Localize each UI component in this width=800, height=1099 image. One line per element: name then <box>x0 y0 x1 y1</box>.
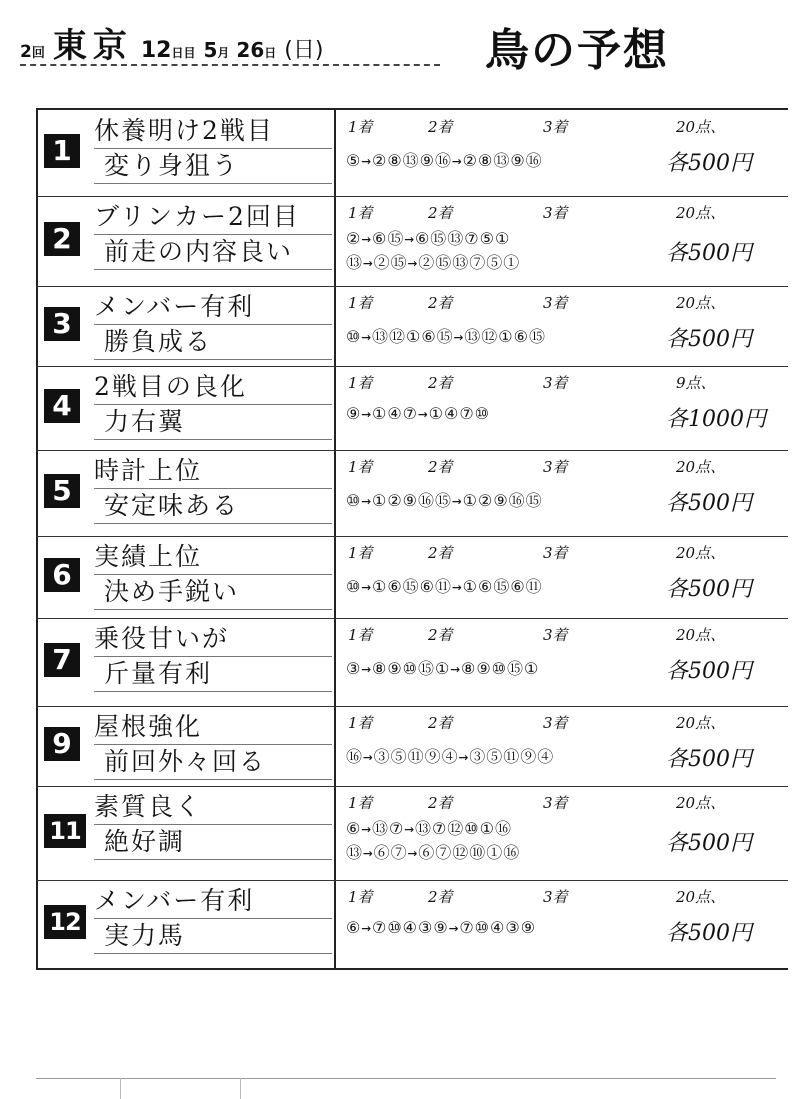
comment-line-2: 実力馬 <box>94 919 332 954</box>
second-place-label: 2着 <box>428 794 453 812</box>
finish-position-headers <box>338 456 786 478</box>
second-place-label: 2着 <box>428 544 453 562</box>
bet-amount: 各500円 <box>666 327 752 352</box>
race-row <box>36 450 788 537</box>
second-place-label: 2着 <box>428 204 453 222</box>
prediction-table <box>36 108 788 970</box>
race-row <box>36 110 788 197</box>
race-comment <box>94 200 332 270</box>
trifecta-combination: ⑬→⑥⑦→⑥⑦⑫⑩①⑯ <box>346 843 521 862</box>
race-number-badge: 9 <box>44 727 80 761</box>
comment-line-1: 実績上位 <box>94 540 332 575</box>
comment-line-2: 変り身狙う <box>94 149 332 184</box>
third-place-label: 3着 <box>543 118 568 136</box>
first-place-label: 1着 <box>348 888 373 906</box>
bet-amount: 各500円 <box>666 151 752 176</box>
trifecta-combination: ③→⑧⑨⑩⑮①→⑧⑨⑩⑮① <box>346 659 540 678</box>
first-place-label: 1着 <box>348 294 373 312</box>
trifecta-combination: ⑨→①④⑦→①④⑦⑩ <box>346 404 491 423</box>
comment-line-2: 絶好調 <box>94 825 332 860</box>
race-day-header <box>20 18 440 66</box>
comment-line-1: メンバー有利 <box>94 884 332 919</box>
race-row <box>36 536 788 619</box>
trifecta-combination: ②→⑥⑮→⑥⑮⑬⑦⑤① <box>346 229 511 248</box>
finish-position-headers <box>338 292 786 314</box>
bet-amount: 各500円 <box>666 831 752 856</box>
comment-line-1: 2戦目の良化 <box>94 370 332 405</box>
second-place-label: 2着 <box>428 374 453 392</box>
third-place-label: 3着 <box>543 626 568 644</box>
comment-line-2: 決め手鋭い <box>94 575 332 610</box>
bet-amount: 各500円 <box>666 577 752 602</box>
comment-line-1: ブリンカー2回目 <box>94 200 332 235</box>
finish-position-headers <box>338 116 786 138</box>
trifecta-combination: ⑬→②⑮→②⑮⑬⑦⑤① <box>346 253 521 272</box>
race-date: 5月 26日 <box>203 38 277 62</box>
race-row <box>36 196 788 287</box>
race-comment <box>94 710 332 780</box>
third-place-label: 3着 <box>543 458 568 476</box>
race-comment <box>94 290 332 360</box>
points-count: 20点、 <box>676 794 726 812</box>
race-number-badge: 1 <box>44 134 80 168</box>
race-number-badge: 2 <box>44 222 80 256</box>
page-edge-mark <box>120 1078 121 1099</box>
finish-position-headers <box>338 886 786 908</box>
points-count: 9点、 <box>676 374 716 392</box>
day-number: 12日目 <box>140 38 196 63</box>
comment-line-1: 休養明け2戦目 <box>94 114 332 149</box>
comment-line-1: 屋根強化 <box>94 710 332 745</box>
second-place-label: 2着 <box>428 458 453 476</box>
race-row <box>36 618 788 707</box>
comment-line-1: 時計上位 <box>94 454 332 489</box>
race-comment <box>94 540 332 610</box>
points-count: 20点、 <box>676 544 726 562</box>
second-place-label: 2着 <box>428 714 453 732</box>
race-row <box>36 880 788 968</box>
second-place-label: 2着 <box>428 294 453 312</box>
third-place-label: 3着 <box>543 888 568 906</box>
comment-line-2: 前回外々回る <box>94 745 332 780</box>
race-number-badge: 3 <box>44 307 80 341</box>
second-place-label: 2着 <box>428 626 453 644</box>
finish-position-headers <box>338 712 786 734</box>
race-number-badge: 5 <box>44 474 80 508</box>
race-number-badge: 4 <box>44 389 80 423</box>
first-place-label: 1着 <box>348 458 373 476</box>
race-number-badge: 12 <box>44 905 86 939</box>
race-number-badge: 11 <box>44 814 86 848</box>
comment-line-2: 力右翼 <box>94 405 332 440</box>
comment-line-2: 前走の内容良い <box>94 235 332 270</box>
trifecta-combination: ⑯→③⑤⑪⑨④→③⑤⑪⑨④ <box>346 747 555 766</box>
first-place-label: 1着 <box>348 118 373 136</box>
comment-line-1: 乗役甘いが <box>94 622 332 657</box>
third-place-label: 3着 <box>543 714 568 732</box>
comment-line-1: メンバー有利 <box>94 290 332 325</box>
bet-amount: 各500円 <box>666 921 752 946</box>
meeting-number: 2回 <box>20 42 45 62</box>
first-place-label: 1着 <box>348 794 373 812</box>
trifecta-combination: ⑤→②⑧⑬⑨⑯→②⑧⑬⑨⑯ <box>346 151 543 170</box>
points-count: 20点、 <box>676 204 726 222</box>
trifecta-combination: ⑩→⑬⑫①⑥⑮→⑬⑫①⑥⑮ <box>346 327 546 346</box>
third-place-label: 3着 <box>543 374 568 392</box>
race-number-badge: 6 <box>44 558 80 592</box>
bet-amount: 各1000円 <box>666 407 766 432</box>
first-place-label: 1着 <box>348 626 373 644</box>
finish-position-headers <box>338 202 786 224</box>
trifecta-combination: ⑩→①②⑨⑯⑮→①②⑨⑯⑮ <box>346 491 543 510</box>
points-count: 20点、 <box>676 626 726 644</box>
second-place-label: 2着 <box>428 118 453 136</box>
race-comment <box>94 622 332 692</box>
points-count: 20点、 <box>676 888 726 906</box>
bet-amount: 各500円 <box>666 747 752 772</box>
race-comment <box>94 370 332 440</box>
points-count: 20点、 <box>676 714 726 732</box>
first-place-label: 1着 <box>348 544 373 562</box>
race-comment <box>94 454 332 524</box>
race-comment <box>94 884 332 954</box>
second-place-label: 2着 <box>428 888 453 906</box>
comment-line-2: 安定味ある <box>94 489 332 524</box>
points-count: 20点、 <box>676 118 726 136</box>
race-comment <box>94 114 332 184</box>
comment-line-2: 勝負成る <box>94 325 332 360</box>
third-place-label: 3着 <box>543 294 568 312</box>
trifecta-combination: ⑥→⑦⑩④③⑨→⑦⑩④③⑨ <box>346 918 537 937</box>
bet-amount: 各500円 <box>666 659 752 684</box>
race-row <box>36 786 788 881</box>
bet-amount: 各500円 <box>666 241 752 266</box>
page-bottom-line <box>36 1078 776 1079</box>
weekday: (日) <box>284 38 324 63</box>
trifecta-combination: ⑥→⑬⑦→⑬⑦⑫⑩①⑯ <box>346 819 512 838</box>
points-count: 20点、 <box>676 294 726 312</box>
bet-amount: 各500円 <box>666 491 752 516</box>
points-count: 20点、 <box>676 458 726 476</box>
venue-name: 東京 <box>52 26 133 66</box>
race-row <box>36 706 788 787</box>
comment-line-1: 素質良く <box>94 790 332 825</box>
finish-position-headers <box>338 624 786 646</box>
race-comment <box>94 790 332 860</box>
race-row <box>36 286 788 367</box>
finish-position-headers <box>338 792 786 814</box>
finish-position-headers <box>338 372 786 394</box>
third-place-label: 3着 <box>543 794 568 812</box>
third-place-label: 3着 <box>543 204 568 222</box>
first-place-label: 1着 <box>348 714 373 732</box>
race-number-badge: 7 <box>44 643 80 677</box>
race-row <box>36 366 788 451</box>
finish-position-headers <box>338 542 786 564</box>
first-place-label: 1着 <box>348 374 373 392</box>
page-edge-mark <box>240 1078 241 1099</box>
first-place-label: 1着 <box>348 204 373 222</box>
third-place-label: 3着 <box>543 544 568 562</box>
page-title: 鳥の予想 <box>485 25 669 76</box>
trifecta-combination: ⑩→①⑥⑮⑥⑪→①⑥⑮⑥⑪ <box>346 577 543 596</box>
comment-line-2: 斤量有利 <box>94 657 332 692</box>
